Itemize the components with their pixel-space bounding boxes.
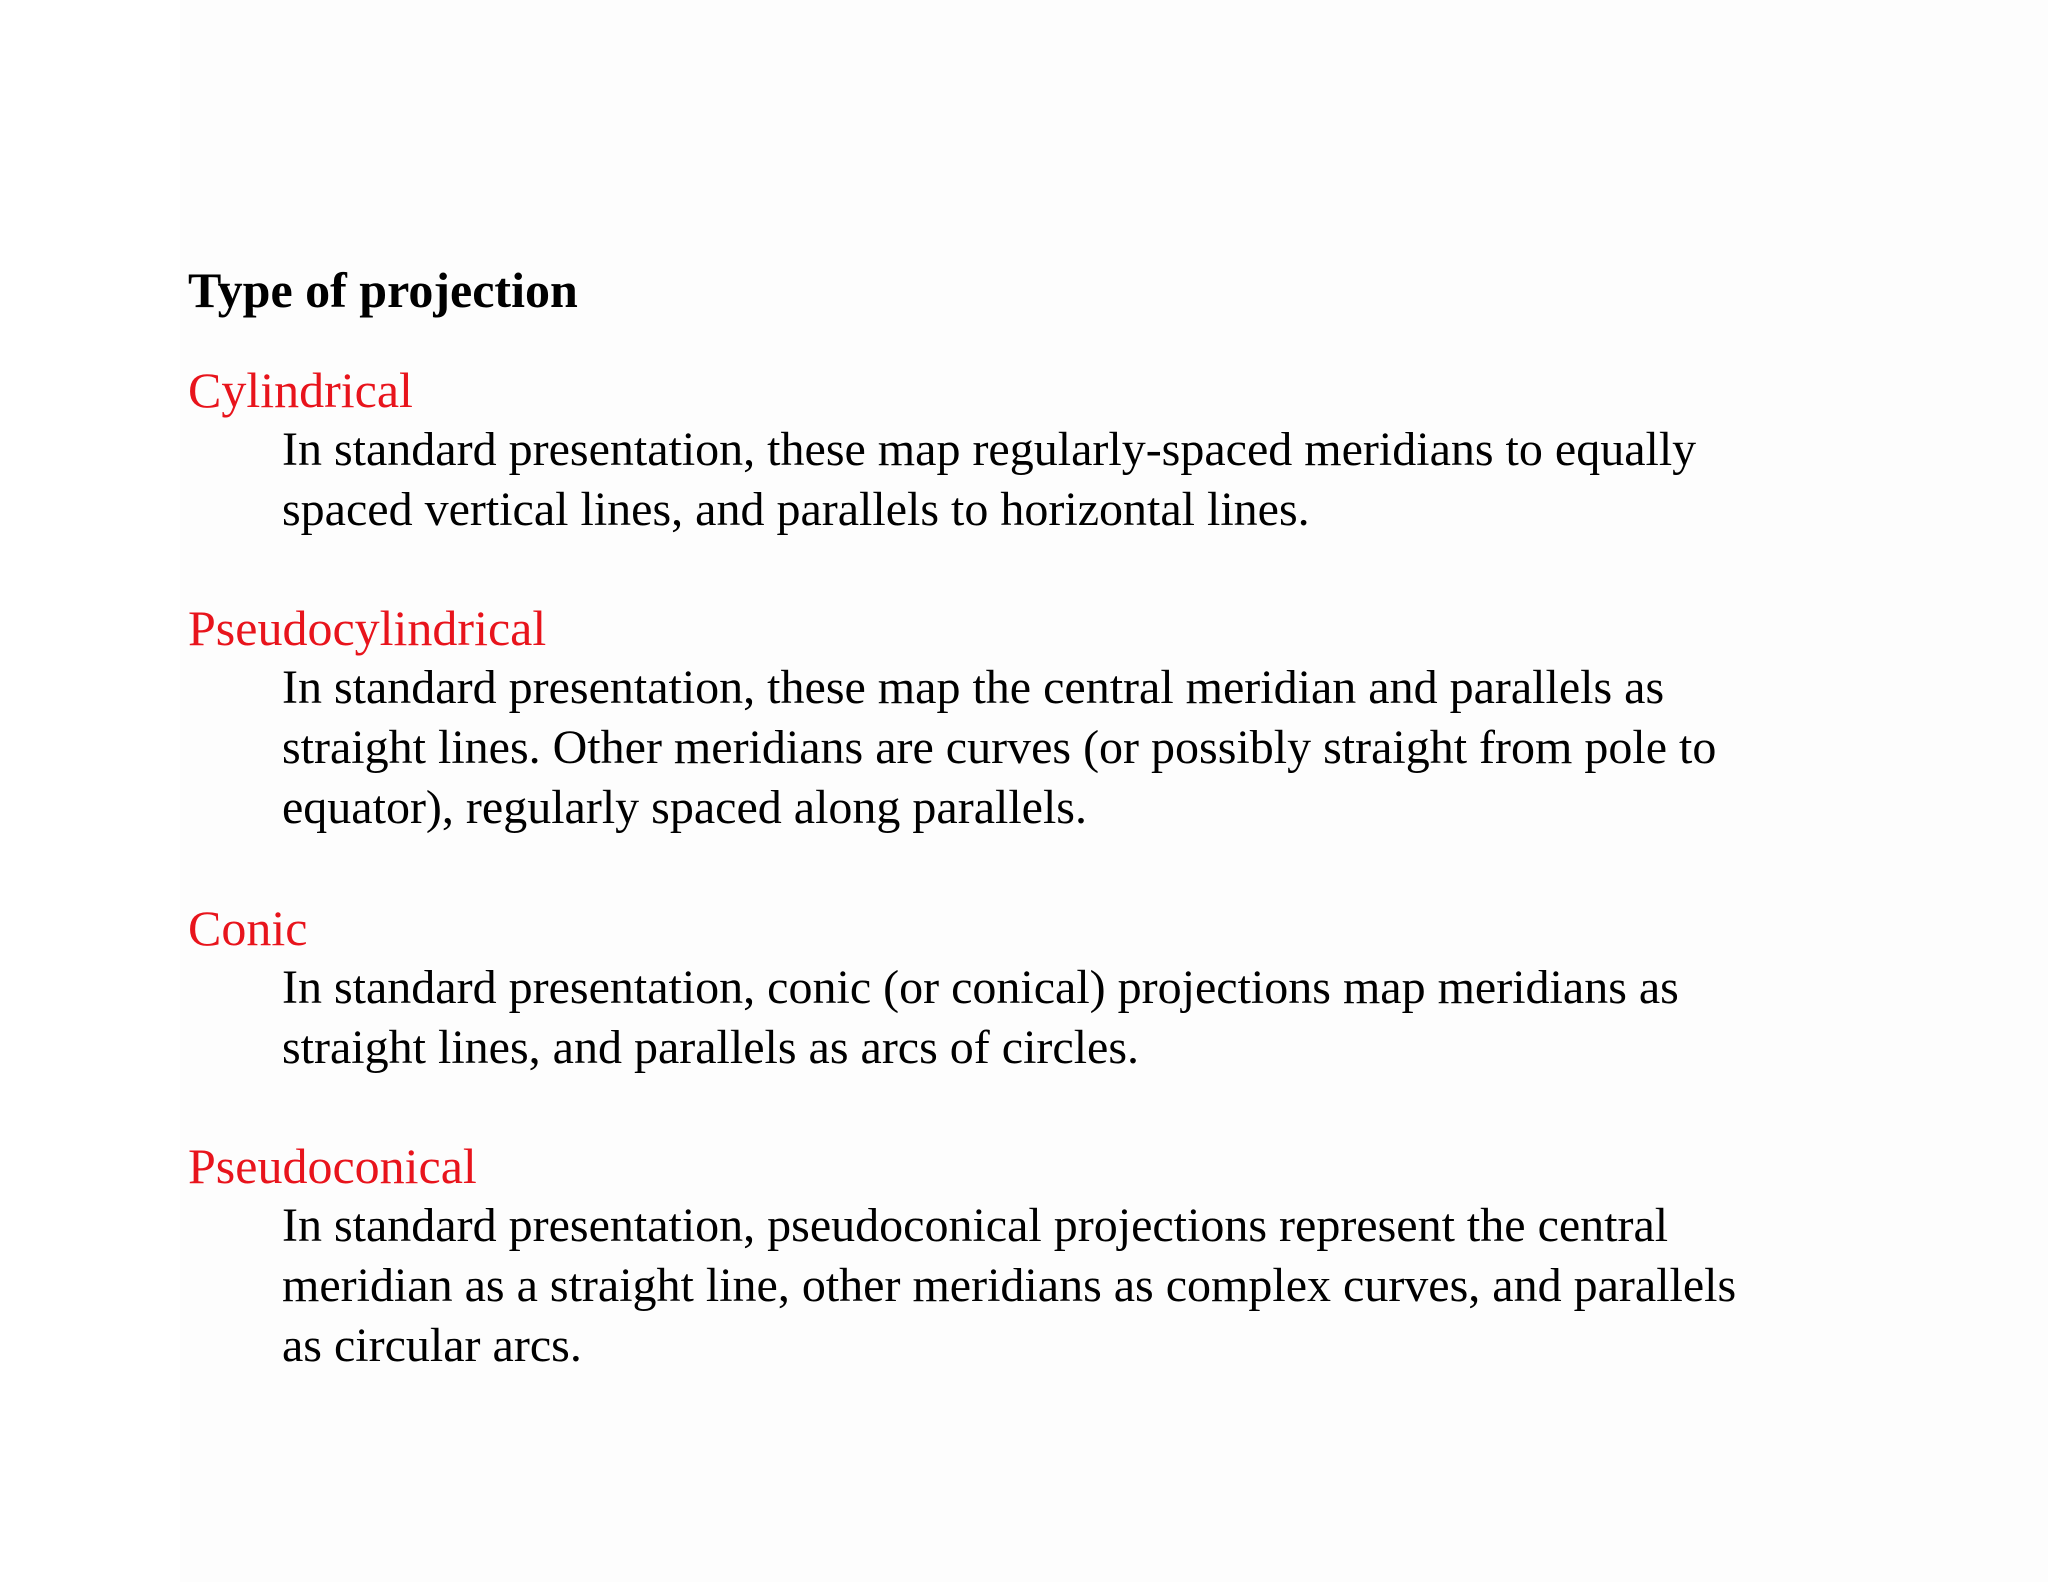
description-line: In standard presentation, these map regularly-spaced meridians to equally (282, 423, 1697, 476)
description-line: In standard presentation, these map the central meridian and parallels as (282, 661, 1665, 714)
section-heading-conic: Conic (188, 900, 308, 956)
description-line: straight lines. Other meridians are curves (or possibly straight from pole to (282, 721, 1717, 774)
section-description-conic (282, 958, 1679, 1078)
description-line: straight lines, and parallels as arcs of circles. (282, 1021, 1140, 1074)
section-description-cylindrical (282, 420, 1696, 540)
section-description-pseudoconical (282, 1196, 1736, 1376)
description-line: meridian as a straight line, other meridians as complex curves, and parallels (282, 1259, 1737, 1312)
description-line: spaced vertical lines, and parallels to horizontal lines. (282, 483, 1310, 536)
description-line: In standard presentation, conic (or conical) projections map meridians as (282, 961, 1679, 1014)
section-description-pseudocylindrical (282, 658, 1716, 838)
section-heading-pseudocylindrical: Pseudocylindrical (188, 600, 547, 656)
description-line: as circular arcs. (282, 1319, 582, 1372)
section-heading-cylindrical: Cylindrical (188, 362, 413, 418)
description-line: equator), regularly spaced along parallels. (282, 781, 1087, 834)
section-heading-pseudoconical: Pseudoconical (188, 1138, 477, 1194)
description-line: In standard presentation, pseudoconical projections represent the central (282, 1199, 1669, 1252)
page-title: Type of projection (188, 262, 578, 318)
